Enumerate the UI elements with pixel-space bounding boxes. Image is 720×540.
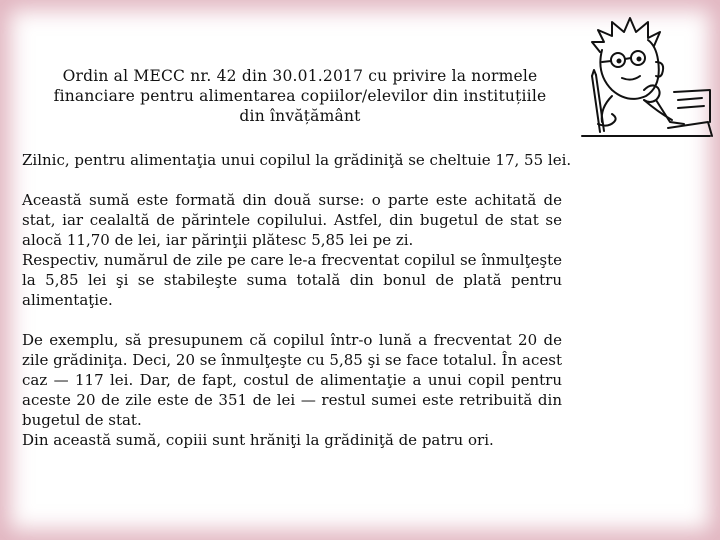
paragraph-meals: Din această sumă, copiii sunt hrăniţi la grădiniţă de patru ori.	[22, 431, 494, 449]
thinking-boy-writing-icon	[578, 12, 714, 148]
document-title	[30, 66, 570, 126]
document-body	[22, 150, 572, 450]
lead-paragraph: Zilnic, pentru alimentaţia unui copilul la grădiniţă se cheltuie 17, 55 lei.	[22, 151, 572, 169]
title-line-1: Ordin al MECC nr. 42 din 30.01.2017 cu privire la normele	[62, 67, 538, 85]
paragraph-sources: Această sumă este formată din două surse: o parte este achitată de stat, iar cealaltă de părintele copilului. Astfel, din bugetul de stat se alocă 11,70 de lei, iar părinţii plătesc 5,85 lei pe zi.	[22, 191, 562, 249]
paragraph-example: De exemplu, să presupunem că copilul într-o lună a frecventat 20 de zile grădiniţa. Deci, 20 se înmulţeşte cu 5,85 şi se face totalul. În acest caz — 117 lei. Dar, de fapt, costul de alimentaţie a unui copil pentru aceste 20 de zile este de 351 de lei — restul sumei este retribuită din bugetul de stat.	[22, 331, 562, 429]
title-line-3: din învățământ	[239, 107, 361, 125]
paragraph-calculation: Respectiv, numărul de zile pe care le-a frecventat copilul se înmulţeşte la 5,85 lei şi se stabileşte suma totală din bonul de plată pentru alimentaţie.	[22, 251, 562, 309]
title-line-2: financiare pentru alimentarea copiilor/elevilor din instituțiile	[53, 87, 547, 105]
